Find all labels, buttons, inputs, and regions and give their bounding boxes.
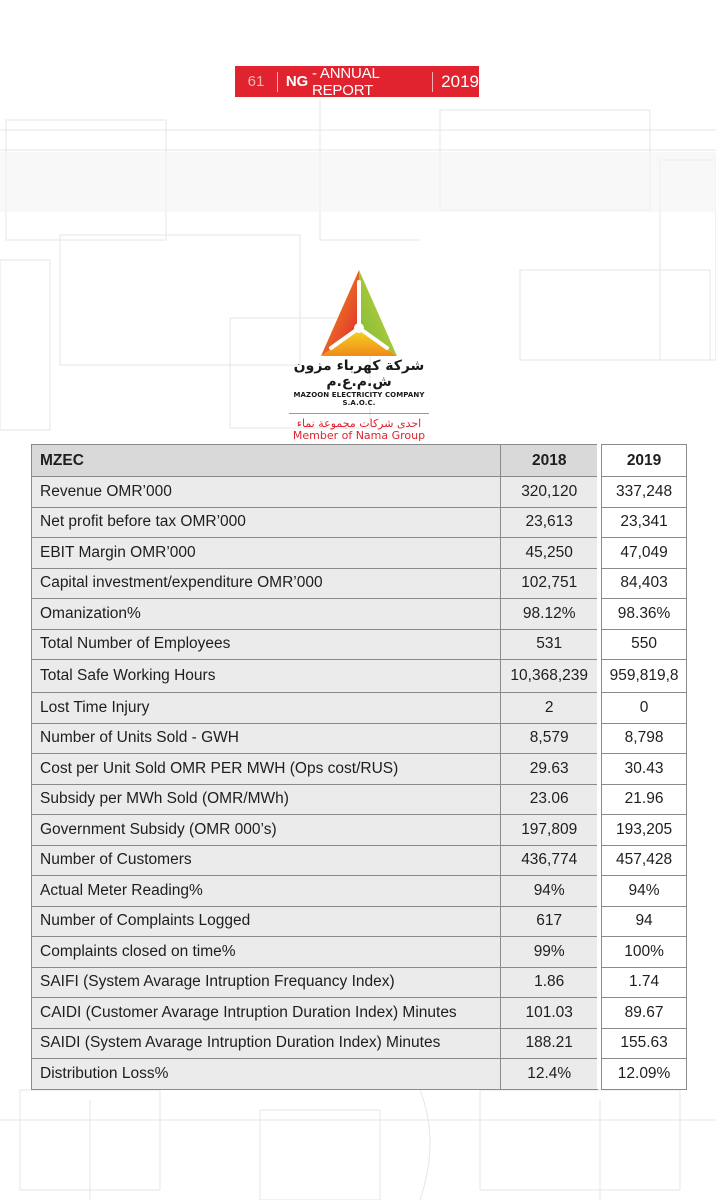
value-2018: 188.21 <box>500 1028 598 1060</box>
value-2018: 320,120 <box>500 476 598 508</box>
value-2019: 100% <box>601 936 687 968</box>
report-title-ng: NG <box>285 73 308 90</box>
value-2019: 193,205 <box>601 814 687 846</box>
value-2018: 197,809 <box>500 814 598 846</box>
value-2018: 436,774 <box>500 845 598 877</box>
table-row <box>31 814 686 845</box>
table-row <box>31 598 686 629</box>
value-2019: 94 <box>601 906 687 938</box>
value-2019: 457,428 <box>601 845 687 877</box>
table-body <box>31 476 686 1089</box>
table-row <box>31 967 686 998</box>
page-number: 61 <box>247 73 265 90</box>
row-label: Lost Time Injury <box>31 692 501 724</box>
row-label: Number of Customers <box>31 845 501 877</box>
company-arabic-name: شركة كهرباء مزون ش.م.ع.م <box>293 358 425 390</box>
table-row <box>31 784 686 815</box>
value-2019: 30.43 <box>601 753 687 785</box>
mzec-kpi-table <box>31 444 686 1089</box>
table-row <box>31 997 686 1028</box>
value-2018: 12.4% <box>500 1058 598 1090</box>
row-label: Complaints closed on time% <box>31 936 501 968</box>
column-header-2018: 2018 <box>500 444 598 477</box>
value-2019: 47,049 <box>601 537 687 569</box>
column-header-2019: 2019 <box>601 444 687 477</box>
table-row <box>31 568 686 599</box>
row-label: Total Safe Working Hours <box>31 659 501 693</box>
value-2019: 155.63 <box>601 1028 687 1060</box>
table-row <box>31 476 686 507</box>
value-2018: 531 <box>500 629 598 661</box>
table-row <box>31 659 686 692</box>
value-2019: 98.36% <box>601 598 687 630</box>
table-header-row <box>31 444 686 476</box>
value-2019: 8,798 <box>601 723 687 755</box>
report-title-text: - ANNUAL REPORT <box>312 64 380 99</box>
value-2019: 94% <box>601 875 687 907</box>
triangle-logo-icon <box>317 268 401 360</box>
value-2019: 21.96 <box>601 784 687 816</box>
value-2018: 8,579 <box>500 723 598 755</box>
member-of-nama-text: Member of Nama Group <box>292 429 426 442</box>
logo-divider <box>289 413 429 414</box>
report-year: 2019 <box>441 71 479 91</box>
value-2019: 12.09% <box>601 1058 687 1090</box>
row-label: EBIT Margin OMR’000 <box>31 537 501 569</box>
report-header-bar <box>235 66 479 97</box>
row-label: Cost per Unit Sold OMR PER MWH (Ops cost/RUS) <box>31 753 501 785</box>
row-label: Total Number of Employees <box>31 629 501 661</box>
row-label: SAIFI (System Avarage Intruption Frequancy Index) <box>31 967 501 999</box>
value-2018: 102,751 <box>500 568 598 600</box>
row-label: Actual Meter Reading% <box>31 875 501 907</box>
row-label: Distribution Loss% <box>31 1058 501 1090</box>
table-row <box>31 936 686 967</box>
value-2019: 337,248 <box>601 476 687 508</box>
value-2018: 10,368,239 <box>500 659 598 693</box>
row-label: CAIDI (Customer Avarage Intruption Duration Index) Minutes <box>31 997 501 1029</box>
table-row <box>31 1028 686 1059</box>
table-row <box>31 692 686 723</box>
row-label: Subsidy per MWh Sold (OMR/MWh) <box>31 784 501 816</box>
value-2019: 0 <box>601 692 687 724</box>
value-2019: 1.74 <box>601 967 687 999</box>
table-row <box>31 906 686 937</box>
table-row <box>31 537 686 568</box>
value-2018: 617 <box>500 906 598 938</box>
value-2018: 23,613 <box>500 507 598 539</box>
table-row <box>31 845 686 876</box>
table-row <box>31 875 686 906</box>
value-2018: 23.06 <box>500 784 598 816</box>
table-row <box>31 1058 686 1089</box>
value-2019: 84,403 <box>601 568 687 600</box>
value-2018: 1.86 <box>500 967 598 999</box>
member-arabic-text: احدى شركات مجموعة نماء <box>296 417 422 430</box>
row-label: Number of Complaints Logged <box>31 906 501 938</box>
column-header-mzec: MZEC <box>31 444 501 477</box>
mazoon-logo <box>276 268 442 442</box>
row-label: Net profit before tax OMR’000 <box>31 507 501 539</box>
company-english-name: MAZOON ELECTRICITY COMPANY S.A.O.C. <box>293 391 425 407</box>
table-row <box>31 753 686 784</box>
report-title <box>278 65 432 99</box>
table-row <box>31 723 686 754</box>
row-label: SAIDI (System Avarage Intruption Duration Index) Minutes <box>31 1028 501 1060</box>
value-2018: 45,250 <box>500 537 598 569</box>
value-2018: 99% <box>500 936 598 968</box>
row-label: Government Subsidy (OMR 000’s) <box>31 814 501 846</box>
value-2018: 94% <box>500 875 598 907</box>
value-2019: 550 <box>601 629 687 661</box>
value-2019: 89.67 <box>601 997 687 1029</box>
table-row <box>31 629 686 660</box>
value-2019: 23,341 <box>601 507 687 539</box>
row-label: Omanization% <box>31 598 501 630</box>
table-row <box>31 507 686 538</box>
value-2018: 101.03 <box>500 997 598 1029</box>
value-2019: 959,819,8 <box>601 659 687 693</box>
row-label: Capital investment/expenditure OMR’000 <box>31 568 501 600</box>
value-2018: 98.12% <box>500 598 598 630</box>
value-2018: 29.63 <box>500 753 598 785</box>
row-label: Revenue OMR’000 <box>31 476 501 508</box>
value-2018: 2 <box>500 692 598 724</box>
row-label: Number of Units Sold - GWH <box>31 723 501 755</box>
